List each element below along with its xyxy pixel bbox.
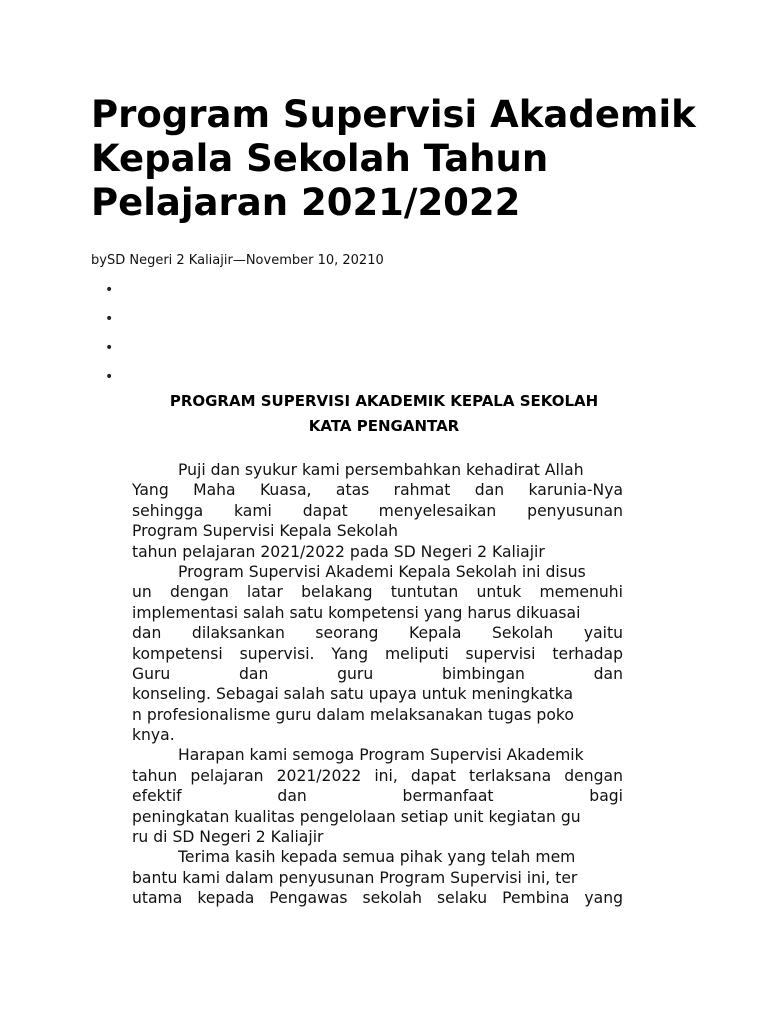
body-line: utama kepada Pengawas sekolah selaku Pembina yang: [132, 889, 623, 908]
body-line: Program Supervisi Kepala Sekolah: [132, 522, 399, 541]
body-line: tahun pelajaran 2021/2022 ini, dapat terlaksana dengan: [132, 766, 623, 785]
body-line: tahun pelajaran 2021/2022 pada SD Negeri 2 Kaliajir: [132, 542, 545, 561]
body-line: Guru dan guru bimbingan dan: [132, 664, 623, 683]
body-line: sehingga kami dapat menyelesaikan penyusunan: [132, 501, 623, 520]
body-line: ru di SD Negeri 2 Kaliajir: [132, 828, 324, 847]
body-line: Terima kasih kepada semua pihak yang telah mem: [178, 848, 576, 867]
body-line: Puji dan syukur kami persembahkan kehadirat Allah: [178, 461, 584, 479]
section-heading: KATA PENGANTAR: [308, 417, 460, 435]
body-line: Harapan kami semoga Program Supervisi Akademik: [178, 746, 584, 765]
document-heading: PROGRAM SUPERVISI AKADEMIK KEPALA SEKOLAH: [169, 392, 599, 410]
body-line: peningkatan kualitas pengelolaan setiap unit kegiatan gu: [132, 807, 581, 826]
body-line: implementasi salah satu kompetensi yang harus dikuasai: [132, 603, 581, 622]
body-line: efektif dan bermanfaat bagi: [132, 787, 623, 806]
document-body: [132, 460, 623, 909]
article-title: Program Supervisi Akademik Kepala Sekolah Tahun Pelajaran 2021/2022: [91, 93, 696, 224]
body-line: konseling. Sebagai salah satu upaya untuk meningkatka: [132, 685, 574, 704]
body-line: Program Supervisi Akademi Kepala Sekolah ini disus: [178, 562, 586, 581]
body-line: bantu kami dalam penyusunan Program Supervisi ini, ter: [132, 868, 578, 887]
body-line: un dengan latar belakang tuntutan untuk memenuhi: [132, 583, 623, 602]
body-line: Yang Maha Kuasa, atas rahmat dan karunia-Nya: [132, 481, 623, 500]
body-line: knya.: [132, 726, 175, 745]
article-byline: bySD Negeri 2 Kaliajir—November 10, 20210: [91, 253, 384, 268]
body-line: dan dilaksankan seorang Kepala Sekolah yaitu: [132, 624, 623, 643]
body-line: n profesionalisme guru dalam melaksanakan tugas poko: [132, 705, 574, 724]
body-line: kompetensi supervisi. Yang meliputi supervisi terhadap: [132, 644, 623, 663]
